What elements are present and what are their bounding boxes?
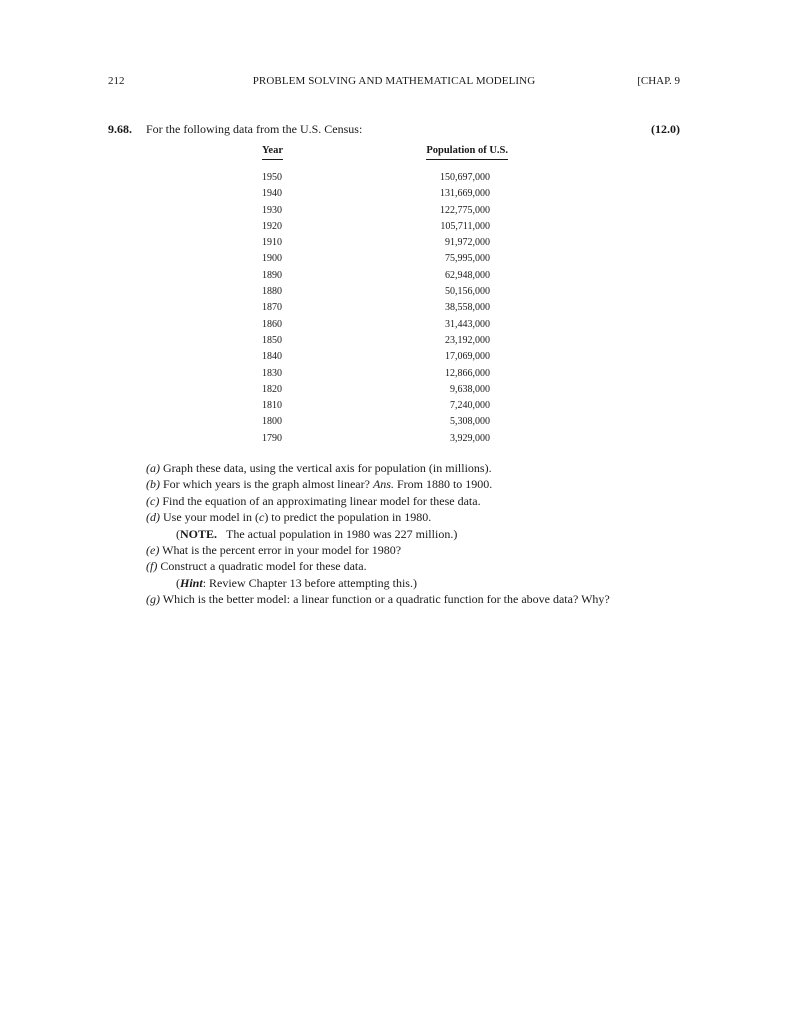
year-cell: 1890 bbox=[262, 269, 282, 281]
table-row bbox=[262, 170, 512, 186]
table-row bbox=[262, 382, 512, 398]
table-row bbox=[262, 268, 512, 284]
table-row bbox=[262, 251, 512, 267]
question-reference: c bbox=[258, 510, 265, 525]
question-list bbox=[146, 460, 686, 608]
year-cell: 1910 bbox=[262, 237, 282, 249]
running-title: PROBLEM SOLVING AND MATHEMATICAL MODELING bbox=[252, 75, 536, 87]
table-row bbox=[262, 300, 512, 316]
question-f-hint bbox=[146, 575, 686, 591]
question-text: Graph these data, using the vertical axis for population (in millions). bbox=[163, 461, 492, 475]
population-cell: 23,192,000 bbox=[445, 334, 490, 346]
population-cell: 50,156,000 bbox=[445, 286, 490, 298]
question-d bbox=[146, 509, 686, 525]
question-label: (e) bbox=[146, 542, 160, 557]
table-row bbox=[262, 235, 512, 251]
note-label: NOTE. bbox=[180, 526, 218, 541]
question-e bbox=[146, 542, 686, 558]
year-cell: 1930 bbox=[262, 204, 282, 216]
population-cell: 91,972,000 bbox=[445, 237, 490, 249]
population-cell: 7,240,000 bbox=[450, 400, 490, 412]
population-cell: 17,069,000 bbox=[445, 351, 490, 363]
year-cell: 1840 bbox=[262, 351, 282, 363]
question-text: For which years is the graph almost linear? bbox=[163, 477, 370, 492]
population-cell: 9,638,000 bbox=[450, 383, 490, 395]
table-body bbox=[262, 170, 512, 447]
problem-number: 9.68. bbox=[108, 122, 132, 136]
year-cell: 1800 bbox=[262, 416, 282, 428]
year-cell: 1880 bbox=[262, 286, 282, 298]
year-cell: 1940 bbox=[262, 188, 282, 200]
question-label: (a) bbox=[146, 461, 160, 475]
year-cell: 1830 bbox=[262, 367, 282, 379]
table-row bbox=[262, 284, 512, 300]
year-cell: 1820 bbox=[262, 383, 282, 395]
table-row bbox=[262, 431, 512, 447]
question-label: (g) bbox=[146, 592, 160, 607]
population-cell: 38,558,000 bbox=[445, 302, 490, 314]
year-cell: 1950 bbox=[262, 172, 282, 183]
hint-open-paren: ( bbox=[176, 575, 180, 590]
table-row bbox=[262, 317, 512, 333]
year-cell: 1860 bbox=[262, 318, 282, 330]
population-cell: 12,866,000 bbox=[445, 367, 490, 379]
table-row bbox=[262, 186, 512, 202]
question-text-end: ) to predict the population in 1980. bbox=[264, 510, 432, 525]
population-cell: 131,669,000 bbox=[440, 188, 490, 200]
question-text: Use your model in ( bbox=[163, 510, 259, 525]
question-b bbox=[146, 476, 686, 492]
note-text: The actual population in 1980 was 227 million.) bbox=[226, 526, 458, 541]
population-cell: 31,443,000 bbox=[445, 318, 490, 330]
problem-stem: For the following data from the U.S. Census: bbox=[146, 122, 363, 136]
table-row bbox=[262, 349, 512, 365]
question-label: (b) bbox=[146, 477, 160, 492]
year-cell: 1790 bbox=[262, 432, 282, 444]
table-row bbox=[262, 203, 512, 219]
table-row bbox=[262, 219, 512, 235]
population-cell: 62,948,000 bbox=[445, 269, 490, 281]
page-number: 212 bbox=[108, 75, 125, 87]
column-header-population: Population of U.S. bbox=[426, 144, 508, 160]
table-row bbox=[262, 366, 512, 382]
question-label: (c) bbox=[146, 493, 160, 508]
question-g bbox=[146, 591, 686, 607]
year-cell: 1920 bbox=[262, 220, 282, 232]
table-row bbox=[262, 333, 512, 349]
page-header bbox=[108, 73, 680, 89]
table-row bbox=[262, 414, 512, 430]
population-cell: 5,308,000 bbox=[450, 416, 490, 428]
year-cell: 1850 bbox=[262, 334, 282, 346]
answer-text: From 1880 to 1900. bbox=[396, 477, 493, 492]
question-text: Find the equation of an approximating linear model for these data. bbox=[162, 493, 481, 508]
question-text: What is the percent error in your model for 1980? bbox=[162, 542, 402, 557]
year-cell: 1810 bbox=[262, 400, 282, 412]
population-cell: 150,697,000 bbox=[440, 172, 490, 183]
question-text: Which is the better model: a linear function or a quadratic function for the above data? Why? bbox=[162, 592, 610, 607]
year-cell: 1870 bbox=[262, 302, 282, 314]
question-label: (f) bbox=[146, 559, 158, 574]
population-cell: 3,929,000 bbox=[450, 432, 490, 444]
population-cell: 122,775,000 bbox=[440, 204, 490, 216]
chapter-label: [CHAP. 9 bbox=[637, 75, 680, 87]
question-f bbox=[146, 558, 686, 574]
problem-statement bbox=[108, 120, 680, 138]
column-header-year: Year bbox=[262, 144, 283, 160]
hint-label: Hint bbox=[180, 575, 203, 590]
population-cell: 105,711,000 bbox=[440, 220, 490, 232]
table-row bbox=[262, 398, 512, 414]
question-a bbox=[146, 460, 686, 476]
note-open-paren: ( bbox=[176, 526, 180, 541]
population-cell: 75,995,000 bbox=[445, 253, 490, 265]
question-c bbox=[146, 493, 686, 509]
question-label: (d) bbox=[146, 510, 160, 525]
year-cell: 1900 bbox=[262, 253, 282, 265]
question-text: Construct a quadratic model for these data. bbox=[160, 559, 367, 574]
answer-label: Ans. bbox=[372, 477, 394, 492]
problem-points: (12.0) bbox=[651, 122, 680, 136]
question-d-note bbox=[146, 526, 686, 542]
hint-text: : Review Chapter 13 before attempting this.) bbox=[202, 575, 417, 590]
